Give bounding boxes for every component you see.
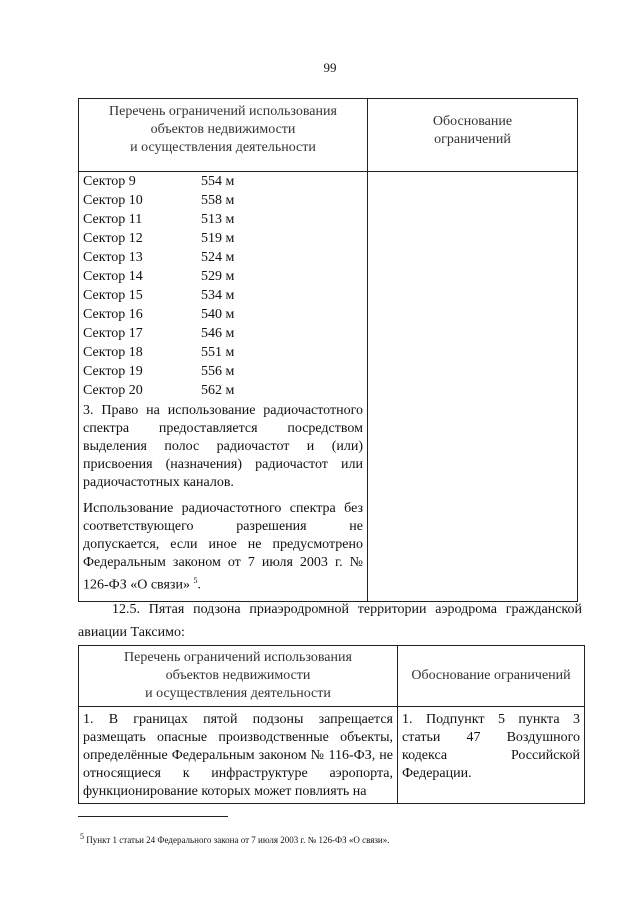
note-text: Использование радиочастотного спектра без соответствующего разрешения не допускается, если иное не предусмотрено Федеральным законом от 7 июля 2003 г. № 126-ФЗ «О связи» — [83, 501, 363, 593]
footnote — [80, 832, 389, 845]
sector-row — [83, 248, 363, 267]
justification-item-1 — [398, 707, 585, 804]
sector-row — [83, 324, 363, 343]
restrictions-table-continued — [78, 98, 578, 602]
section-heading-12-5: 12.5. Пятая подзона приаэродромной территории аэродрома гражданской авиации Таксимо: — [78, 602, 582, 640]
footnote-separator — [78, 816, 228, 817]
sector-row — [83, 286, 363, 305]
sector-distance: 558 м — [201, 193, 235, 208]
sector-row — [83, 191, 363, 210]
restrictions-cell — [79, 172, 368, 602]
sector-name: Сектор 12 — [83, 231, 143, 246]
header-line: и осуществления деятельности — [145, 686, 331, 701]
table-header-restrictions — [79, 99, 368, 172]
header-line: Перечень ограничений использования — [109, 104, 337, 119]
sector-distance: 513 м — [201, 212, 235, 227]
sector-row — [83, 305, 363, 324]
restriction-text: 1. В границах пятой подзоны запрещается размещать опасные производственные объекты, определённые Федеральным законом № 116-ФЗ, не относящиеся к инфраструктуре аэропорта, функционирование которых может повлиять на — [83, 712, 393, 799]
justification-cell — [368, 172, 578, 602]
page-number: 99 — [323, 60, 337, 75]
item-3-text: 3. Право на использование радиочастотного спектра предоставляется посредством выделения полос радиочастот и (или) присвоения (назначения) радиочастот или радиочастотных каналов. — [83, 403, 363, 490]
restrictions-table-5th-subzone — [78, 645, 585, 804]
sector-row — [83, 362, 363, 381]
header-line: Перечень ограничений использования — [124, 650, 352, 665]
sector-row — [83, 210, 363, 229]
sector-name: Сектор 13 — [83, 250, 143, 265]
sector-row — [83, 172, 363, 191]
sector-name: Сектор 10 — [83, 193, 143, 208]
sector-name: Сектор 20 — [83, 383, 143, 398]
sector-distance: 551 м — [201, 345, 235, 360]
sector-distance: 556 м — [201, 364, 235, 379]
justification-text: 1. Подпункт 5 пункта 3 статьи 47 Воздушного кодекса Российской Федерации. — [402, 712, 580, 781]
sector-distance: 534 м — [201, 288, 235, 303]
header-line: ограничений — [434, 132, 511, 147]
sector-list — [83, 172, 363, 400]
footnote-number: 5 — [80, 832, 84, 841]
header-line: объектов недвижимости — [150, 122, 296, 137]
sector-distance: 554 м — [201, 174, 235, 189]
sector-name: Сектор 19 — [83, 364, 143, 379]
sector-row — [83, 267, 363, 286]
header-line: и осуществления деятельности — [130, 140, 316, 155]
sector-distance: 529 м — [201, 269, 235, 284]
table-header-justification: Обоснование ограничений — [398, 646, 585, 707]
sector-distance: 540 м — [201, 307, 235, 322]
header-line: Обоснование — [432, 114, 513, 129]
sector-name: Сектор 17 — [83, 326, 143, 341]
sector-name: Сектор 9 — [83, 174, 136, 189]
sector-distance: 524 м — [201, 250, 235, 265]
table-header-justification — [368, 99, 578, 172]
footnote-ref: 5 — [193, 576, 198, 585]
sector-name: Сектор 18 — [83, 345, 143, 360]
table-header-restrictions — [79, 646, 398, 707]
sector-row — [83, 343, 363, 362]
sector-distance: 546 м — [201, 326, 235, 341]
sector-distance: 562 м — [201, 383, 235, 398]
sector-name: Сектор 11 — [83, 212, 143, 227]
footnote-text: Пункт 1 статьи 24 Федерального закона от 7 июля 2003 г. № 126-ФЗ «О связи». — [86, 835, 390, 845]
sector-row — [83, 381, 363, 400]
sector-name: Сектор 15 — [83, 288, 143, 303]
sector-distance: 519 м — [201, 231, 235, 246]
item-3-note: Использование радиочастотного спектра без соответствующего разрешения не допускается, если иное не предусмотрено Федеральным законом от 7 июля 2003 г. № 126-ФЗ «О связи» $^5$. — [83, 501, 363, 593]
sector-name: Сектор 16 — [83, 307, 143, 322]
sector-row — [83, 229, 363, 248]
sector-name: Сектор 14 — [83, 269, 143, 284]
header-line: объектов недвижимости — [165, 668, 311, 683]
restriction-item-1 — [79, 707, 398, 804]
